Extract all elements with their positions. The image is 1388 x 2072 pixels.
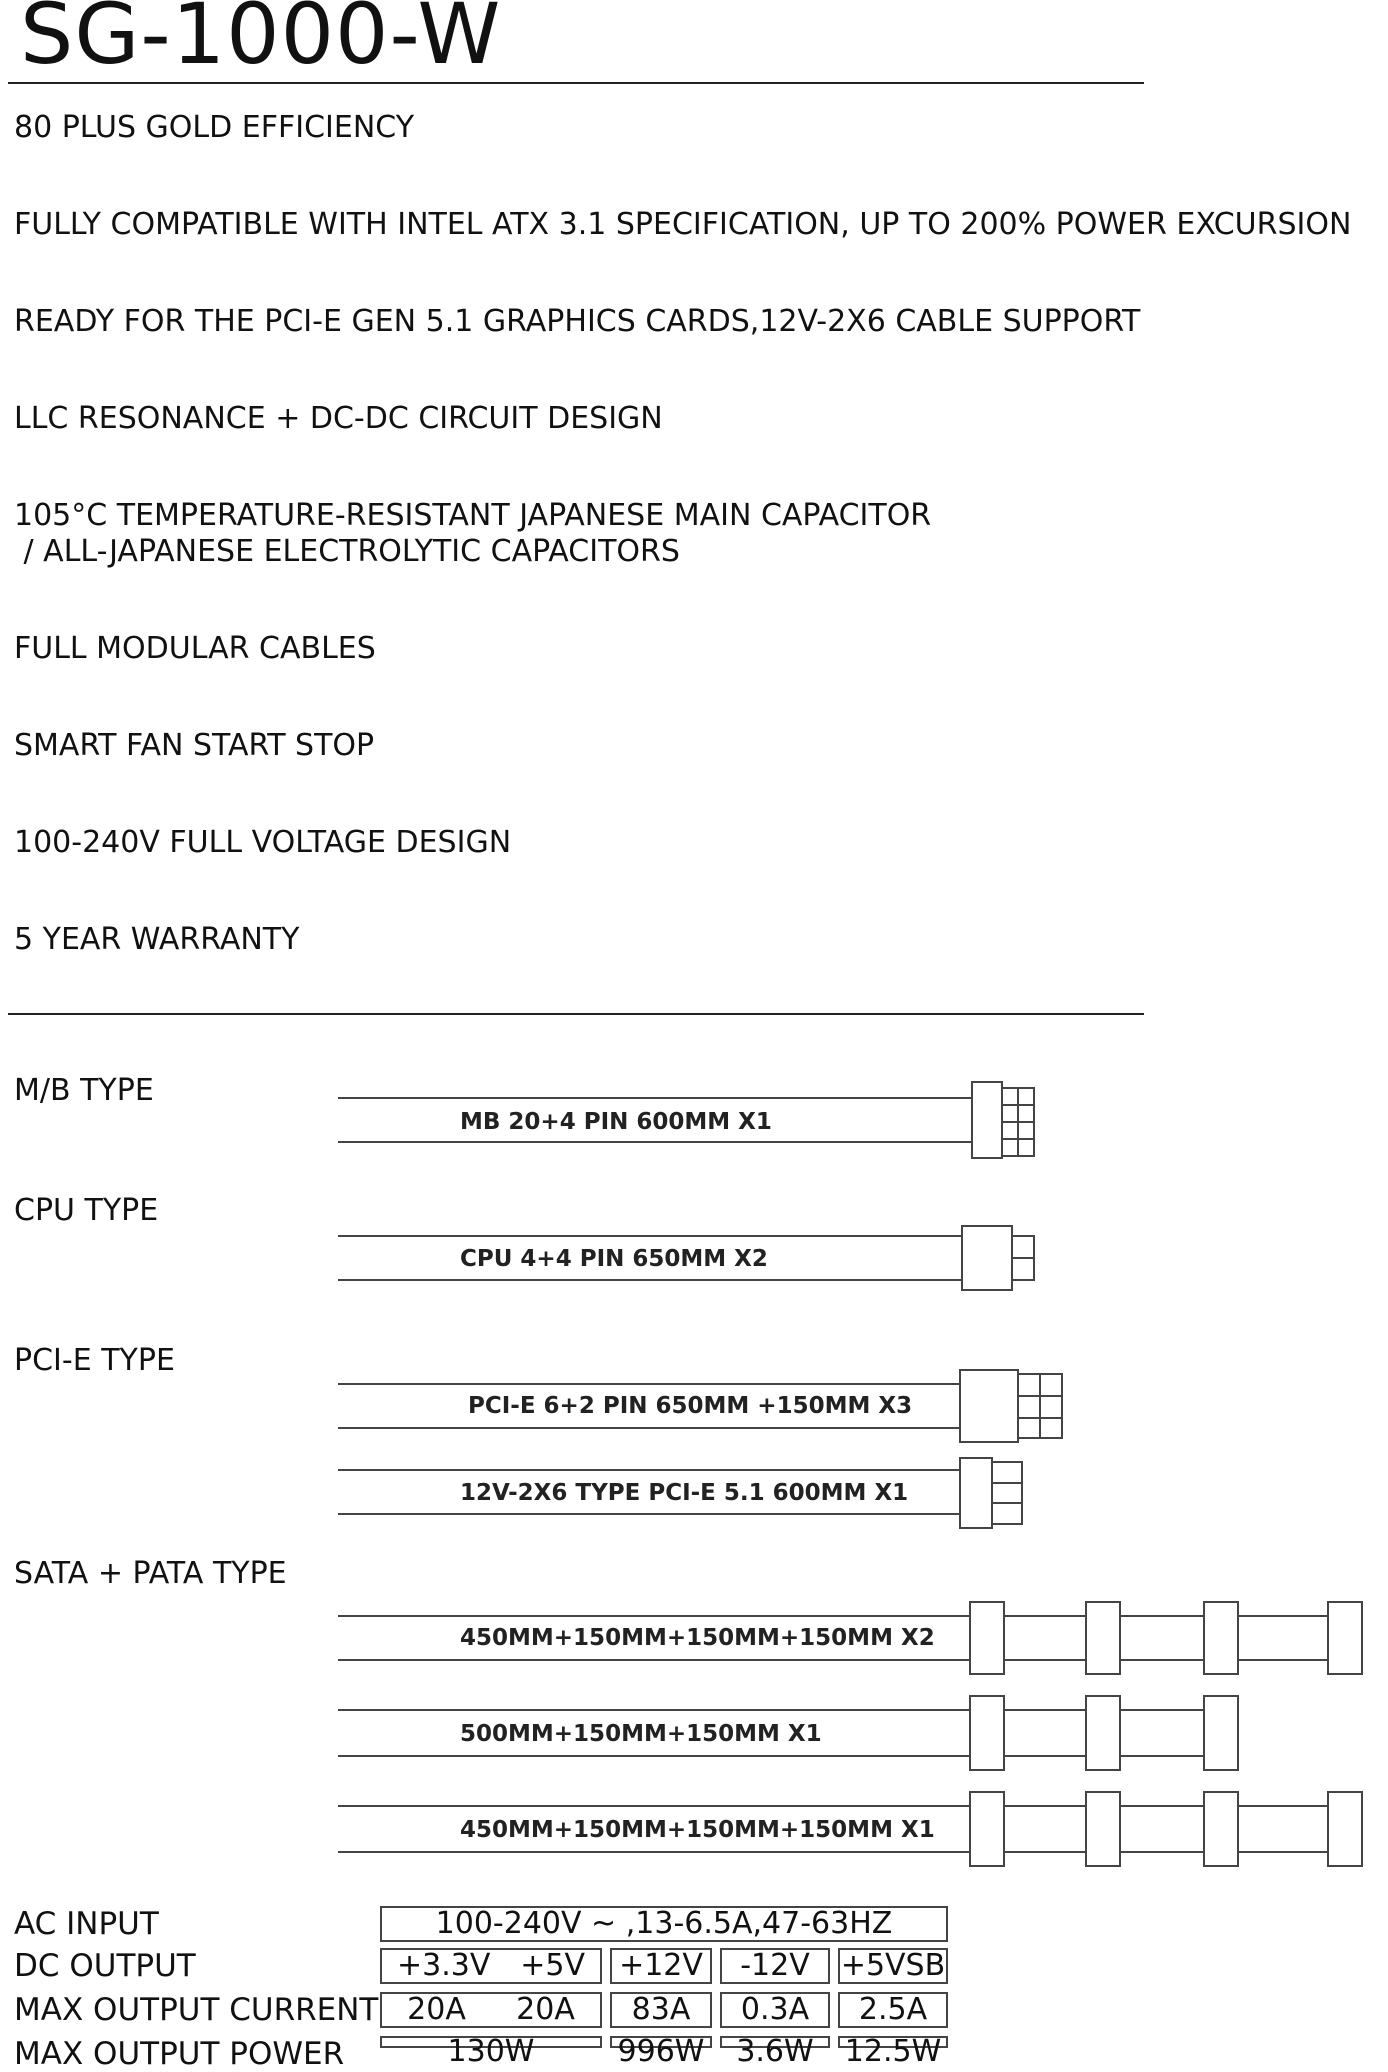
pata-connector-icon xyxy=(1086,1792,1120,1866)
cpu-cable-label: CPU 4+4 PIN 650MM X2 xyxy=(460,1246,768,1272)
sata-cable-3-label: 450MM+150MM+150MM+150MM X1 xyxy=(460,1817,935,1843)
max-current-cell-low xyxy=(380,1992,602,2028)
feature-item: 100-240V FULL VOLTAGE DESIGN xyxy=(14,825,512,860)
sata-cable-1-label: 450MM+150MM+150MM+150MM X2 xyxy=(460,1625,935,1651)
feature-item: SMART FAN START STOP xyxy=(14,728,375,763)
max-power-5vsb: 12.5W xyxy=(838,2036,948,2048)
mb-cable-label: MB 20+4 PIN 600MM X1 xyxy=(460,1109,772,1135)
max-current-3v3: 20A xyxy=(407,1992,466,2027)
dc-output-5vsb: +5VSB xyxy=(838,1948,948,1984)
pata-connector-icon xyxy=(1204,1696,1238,1770)
feature-item: 5 YEAR WARRANTY xyxy=(14,922,300,957)
pata-connector-icon xyxy=(970,1696,1004,1770)
product-title: SG-1000-W xyxy=(20,0,502,83)
ac-input-label: AC INPUT xyxy=(14,1906,159,1942)
dc-output-5v: +5V xyxy=(520,1948,586,1983)
pata-connector-icon xyxy=(1086,1696,1120,1770)
max-power-12v: 996W xyxy=(610,2036,712,2048)
max-current-label: MAX OUTPUT CURRENT xyxy=(14,1992,379,2028)
pcie-type-label: PCI-E TYPE xyxy=(14,1343,175,1378)
sata-connector-icon xyxy=(970,1602,1004,1674)
cpu-type-label: CPU TYPE xyxy=(14,1193,159,1228)
mb-type-label: M/B TYPE xyxy=(14,1073,154,1108)
dc-output-neg12v: -12V xyxy=(720,1948,830,1984)
max-power-3v3-5v: 130W xyxy=(380,2036,602,2048)
pcie-12v-cable-label: 12V-2X6 TYPE PCI-E 5.1 600MM X1 xyxy=(460,1480,909,1506)
mb-connector-icon xyxy=(972,1082,1034,1158)
feature-item: READY FOR THE PCI-E GEN 5.1 GRAPHICS CARDS,12V-2X6 CABLE SUPPORT xyxy=(14,304,1141,339)
dc-output-cell-low xyxy=(380,1948,602,1984)
feature-item: / ALL-JAPANESE ELECTROLYTIC CAPACITORS xyxy=(14,534,680,569)
max-power-label: MAX OUTPUT POWER xyxy=(14,2036,345,2072)
pata-connector-icon xyxy=(1328,1602,1362,1674)
dc-output-12v: +12V xyxy=(610,1948,712,1984)
sata-connector-icon xyxy=(1204,1602,1238,1674)
max-current-12v: 83A xyxy=(610,1992,712,2028)
max-current-neg12v: 0.3A xyxy=(720,1992,830,2028)
sata-cable-2-label: 500MM+150MM+150MM X1 xyxy=(460,1721,822,1747)
dc-output-3v3: +3.3V xyxy=(396,1948,491,1983)
max-current-5vsb: 2.5A xyxy=(838,1992,948,2028)
feature-item: FULL MODULAR CABLES xyxy=(14,631,376,666)
max-current-5v: 20A xyxy=(516,1992,575,2027)
sata-connector-icon xyxy=(1086,1602,1120,1674)
12v-2x6-connector-icon xyxy=(960,1458,1022,1528)
pcie-connector-icon xyxy=(960,1370,1062,1442)
feature-item: FULLY COMPATIBLE WITH INTEL ATX 3.1 SPECIFICATION, UP TO 200% POWER EXCURSION xyxy=(14,207,1352,242)
pata-connector-icon xyxy=(970,1792,1004,1866)
max-power-neg12v: 3.6W xyxy=(720,2036,830,2048)
pcie-cable-label: PCI-E 6+2 PIN 650MM +150MM X3 xyxy=(468,1393,913,1419)
sata-type-label: SATA + PATA TYPE xyxy=(14,1556,287,1591)
dc-output-label: DC OUTPUT xyxy=(14,1948,196,1984)
pata-connector-icon xyxy=(1328,1792,1362,1866)
cpu-connector-icon xyxy=(962,1226,1034,1290)
sata-connector-icon xyxy=(1204,1792,1238,1866)
feature-item: 105°C TEMPERATURE-RESISTANT JAPANESE MAIN CAPACITOR xyxy=(14,498,932,533)
feature-item: LLC RESONANCE + DC-DC CIRCUIT DESIGN xyxy=(14,401,663,436)
ac-input-value: 100-240V ~ ,13-6.5A,47-63HZ xyxy=(380,1906,948,1942)
feature-item: 80 PLUS GOLD EFFICIENCY xyxy=(14,110,415,145)
